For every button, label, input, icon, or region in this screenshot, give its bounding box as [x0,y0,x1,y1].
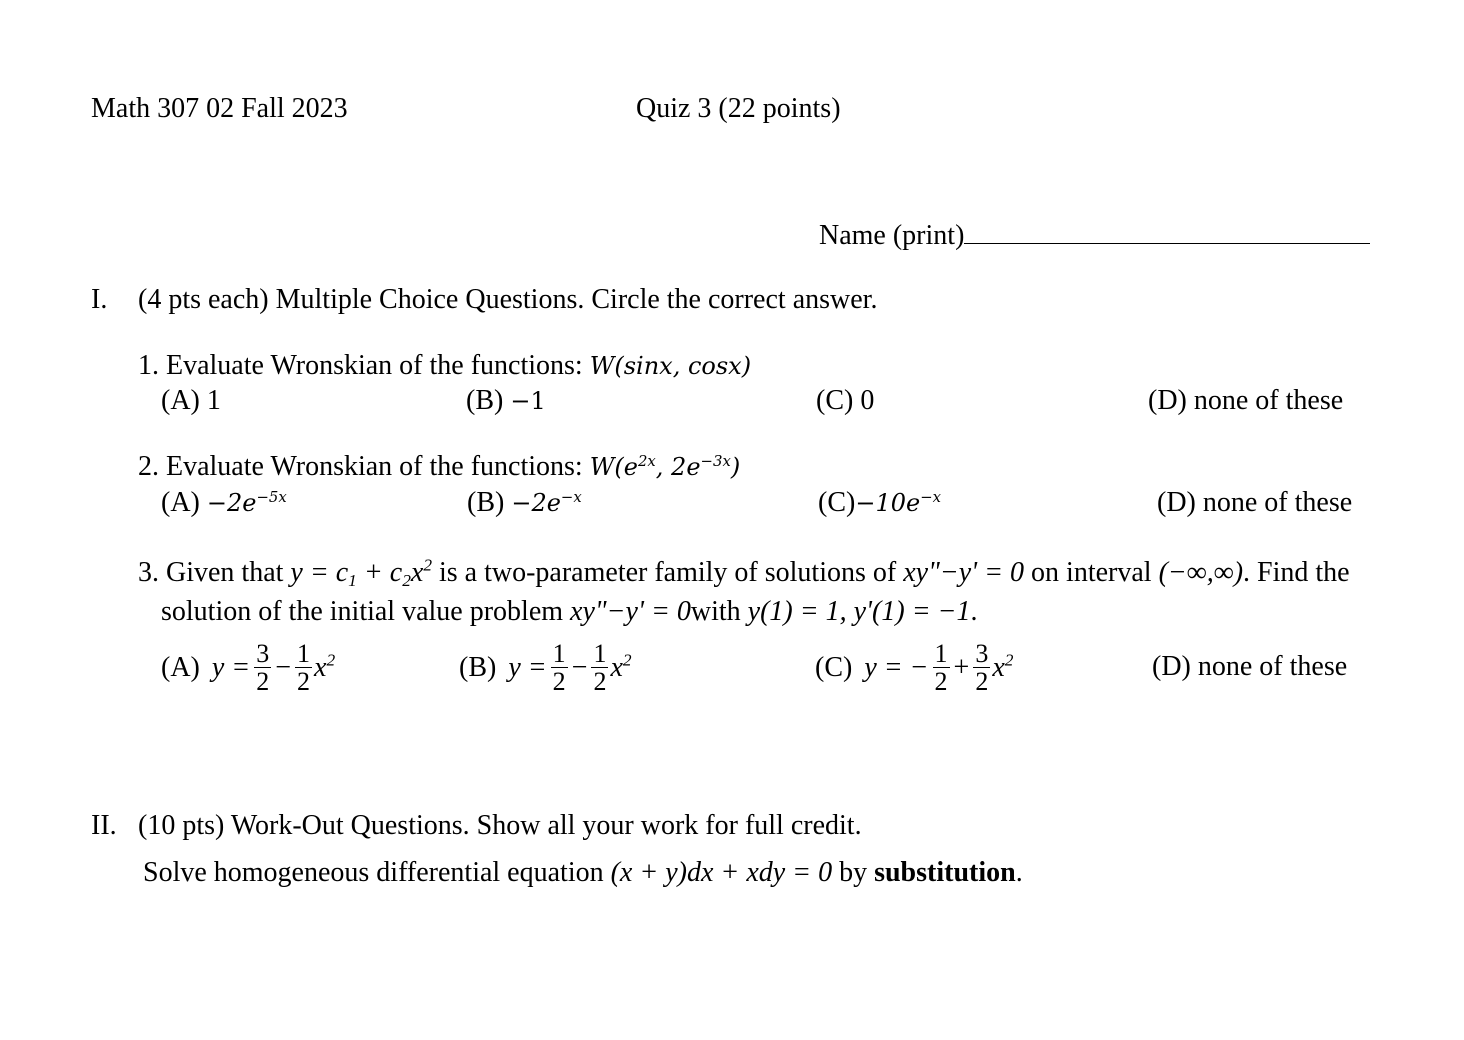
q3-conditions: y(1) = 1, y'(1) = −1 [747,596,971,627]
section-2-equation: (x + y)dx + xdy = 0 [610,857,833,888]
q3-family: $y = c_1 + c_2x^2$ [290,555,432,590]
question-2-text: 2. Evaluate Wronskian of the functions: [138,451,583,482]
section-2-numeral: II. [91,810,117,841]
q1-choice-b[interactable]: (B) −1 [466,385,546,416]
q3-interval: (−∞,∞) [1158,557,1244,588]
q1-choice-d[interactable]: (D) none of these [1148,385,1344,416]
section-1-numeral: I. [91,284,108,315]
question-1-formula: W(sinx, cosx) [589,352,752,380]
q3-choice-b[interactable]: (B) y = $\frac{1}{2}$ − $\frac{1}{2}$ $x^2$ [459,639,632,697]
question-2-formula: $W(e^{2x}$, $2e^{-3x}$) [589,451,741,481]
q1-choice-c[interactable]: (C) 0 [816,385,875,416]
question-1-prompt [138,352,751,380]
q3-ode-2: xy"−y' = 0 [570,596,691,627]
name-label: Name (print) [819,220,965,251]
question-3-line-2: solution of the initial value problem xy"−y' = 0with y(1) = 1, y'(1) = −1. [161,596,978,627]
q2-choice-d[interactable]: (D) none of these [1157,487,1353,518]
question-1-text: 1. Evaluate Wronskian of the functions: [138,350,583,381]
q3-choice-d[interactable]: (D) none of these [1152,651,1348,682]
section-2-instructions: (10 pts) Work-Out Questions. Show all your work for full credit. [138,810,862,841]
name-field[interactable] [819,215,1370,250]
question-3-line-1: 3. Given that $y = c_1 + c_2x^2$ is a two-parameter family of solutions of xy"−y' = 0 on interval (−∞,∞). Find the [138,555,1350,590]
section-1-instructions: (4 pts each) Multiple Choice Questions. Circle the correct answer. [138,284,878,315]
quiz-title: Quiz 3 (22 points) [636,93,841,124]
question-2-prompt [138,453,740,481]
q3-choice-a[interactable]: (A) y = $\frac{3}{2}$ − $\frac{1}{2}$ $x^2$ [161,639,336,697]
q1-choice-a[interactable]: (A) 1 [161,385,221,416]
q2-choice-b[interactable]: $(B) -2e^{-x}$ [467,487,582,518]
q2-choice-c[interactable]: $(C)-10e^{-x}$ [818,487,942,518]
course-title: Math 307 02 Fall 2023 [91,93,348,124]
section-2-method: substitution [874,857,1016,888]
name-blank-line[interactable] [964,215,1370,244]
q3-choice-c[interactable]: (C) y = − $\frac{1}{2}$ + $\frac{3}{2}$ $x^2$ [815,639,1014,697]
section-2-problem: Solve homogeneous differential equation (x + y)dx + xdy = 0 by substitution. [143,857,1023,888]
q2-choice-a[interactable]: $(A) -2e^{-5x}$ [161,487,287,518]
q3-ode: xy"−y' = 0 [903,557,1025,588]
